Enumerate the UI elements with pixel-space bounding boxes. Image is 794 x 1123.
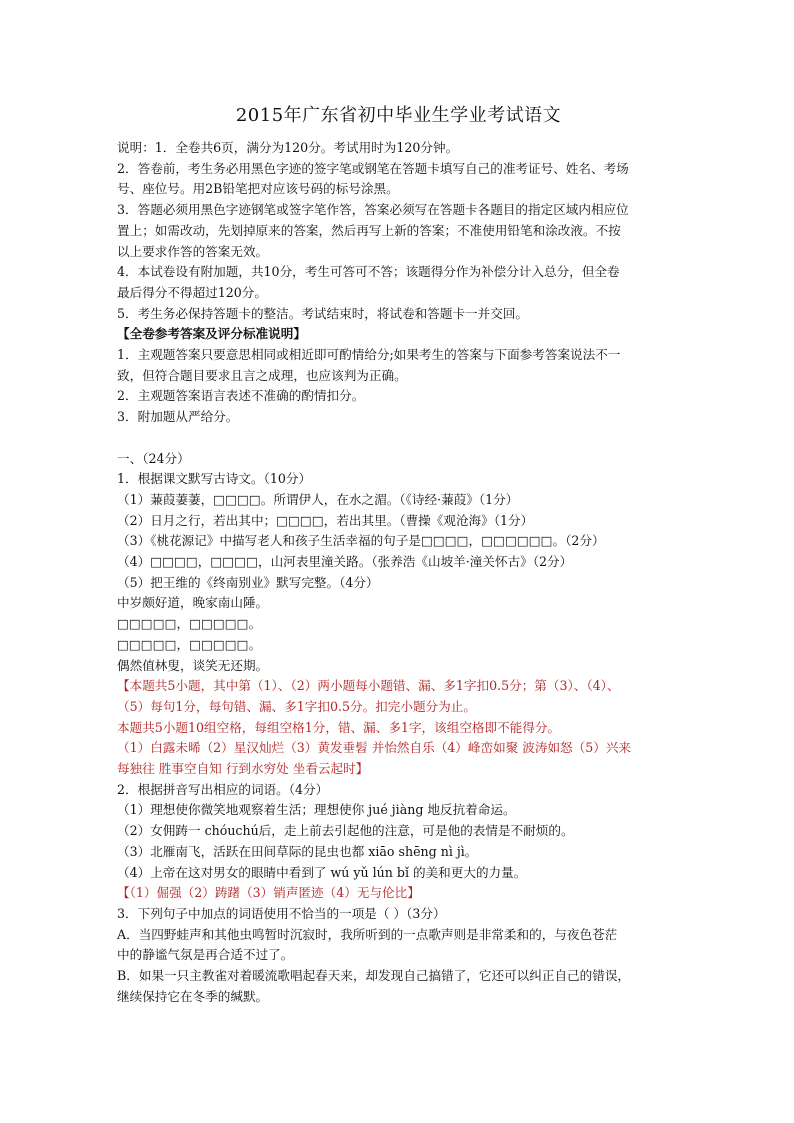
text-line: 中的静谧气氛是再合适不过了。 [117, 947, 294, 963]
text-line: 一、（24分） [117, 450, 190, 466]
text-line: 继续保持它在冬季的缄默。 [117, 988, 269, 1004]
text-line: □□□□□，□□□□□。 [117, 616, 262, 632]
answer-line: （5）每句1分，每句错、漏、多1字扣0.5分。扣完小题分为止。 [117, 698, 476, 714]
document-page [117, 104, 680, 1008]
document-title: 2015年广东省初中毕业生学业考试语文 [235, 105, 562, 126]
text-line: 以上要求作答的答案无效。 [117, 243, 269, 259]
answer-line: 【（1）倔强（2）踌躇（3）销声匿迹（4）无与伦比】 [117, 885, 420, 901]
section-heading: 【全卷参考答案及评分标准说明】 [117, 326, 306, 342]
document-body [117, 138, 680, 1008]
text-line: 3．下列句子中加点的词语使用不恰当的一项是（ ）（3分） [117, 906, 446, 921]
text-line: （4）上帝在这对男女的眼睛中看到了 wú yǔ lún bǐ 的美和更大的力量。 [117, 864, 527, 880]
text-line: （3）《桃花源记》中描写老人和孩子生活幸福的句子是□□□□，□□□□□□。（2分） [117, 533, 605, 549]
text-line: （1）蒹葭萋萋，□□□□。所谓伊人，在水之湄。（《诗经·蒹葭》（1分） [117, 491, 519, 507]
text-line: 号、座位号。用2B铅笔把对应该号码的标号涂黑。 [117, 181, 399, 197]
text-line: （1）理想使你微笑地观察着生活；理想使你 jué jiàng 地反抗着命运。 [117, 802, 516, 818]
text-line: 偶然值林叟，谈笑无还期。 [117, 657, 269, 673]
text-line: 1．根据课文默写古诗文。（10分） [117, 471, 312, 487]
answer-line: （1）白露未晞（2）星汉灿烂（3）黄发垂髫 并怡然自乐（4）峰峦如聚 波涛如怒（5）兴来 [117, 740, 632, 756]
answer-line: 【本题共5小题，其中第（1）、（2）两小题每小题错、漏、多1字扣0.5分；第（3）、（4）、 [117, 678, 620, 694]
text-line: 2．根据拼音写出相应的词语。（4分） [117, 781, 329, 797]
answer-line: 每独往 胜事空自知 行到水穷处 坐看云起时】 [117, 761, 369, 777]
text-line: 1．主观题答案只要意思相同或相近即可酌情给分;如果考生的答案与下面参考答案说法不一 [117, 347, 621, 363]
text-line: （5）把王维的《终南别业》默写完整。（4分） [117, 574, 379, 590]
text-line: 说明：1．全卷共6页，满分为120分。考试用时为120分钟。 [117, 140, 459, 155]
text-line: 2．主观题答案语言表述不准确的酌情扣分。 [117, 388, 365, 404]
text-line: 致，但符合题目要求且言之成理，也应该判为正确。 [117, 367, 407, 383]
text-line: 5．考生务必保持答题卡的整洁。考试结束时，将试卷和答题卡一并交回。 [117, 305, 529, 321]
text-line: 3．答题必须用黑色字迹钢笔或签字笔作答，答案必须写在答题卡各题目的指定区域内相应位 [117, 202, 629, 218]
text-line: （2）日月之行，若出其中；□□□□，若出其里。（曹操《观沧海》（1分） [117, 512, 534, 528]
text-line: 3．附加题从严给分。 [117, 409, 239, 425]
text-line: □□□□□，□□□□□。 [117, 636, 262, 652]
text-line: 2．答卷前，考生务必用黑色字迹的签字笔或钢笔在答题卡填写自己的准考证号、姓名、考场 [117, 160, 629, 176]
text-line: 最后得分不得超过120分。 [117, 284, 267, 300]
blank-line [117, 428, 680, 449]
text-line: B．如果一只主教雀对着暖流歌唱起春天来，却发现自己搞错了，它还可以纠正自己的错误， [117, 968, 631, 984]
text-line: 4．本试卷设有附加题，共10分，考生可答可不答；该题得分作为补偿分计入总分，但全卷 [117, 264, 620, 280]
answer-line: 本题共5小题10组空格，每组空格1分，错、漏、多1字，该组空格即不能得分。 [117, 719, 561, 735]
text-line: （4）□□□□，□□□□，山河表里潼关路。（张养浩《山坡羊·潼关怀古》（2分） [117, 554, 573, 570]
text-line: 中岁颇好道，晚家南山陲。 [117, 595, 269, 611]
text-line: （3）北雁南飞，活跃在田间草际的昆虫也都 xiāo shēng nì jì。 [117, 843, 478, 859]
text-line: 置上；如需改动，先划掉原来的答案，然后再写上新的答案；不准使用铅笔和涂改液。不按 [117, 222, 621, 238]
text-line: A．当四野蛙声和其他虫鸣暂时沉寂时，我所听到的一点歌声则是非常柔和的，与夜色苍茫 [117, 926, 618, 942]
text-line: （2）女佣踌一 chóuchú后，走上前去引起他的注意，可是他的表情是不耐烦的。 [117, 823, 574, 839]
